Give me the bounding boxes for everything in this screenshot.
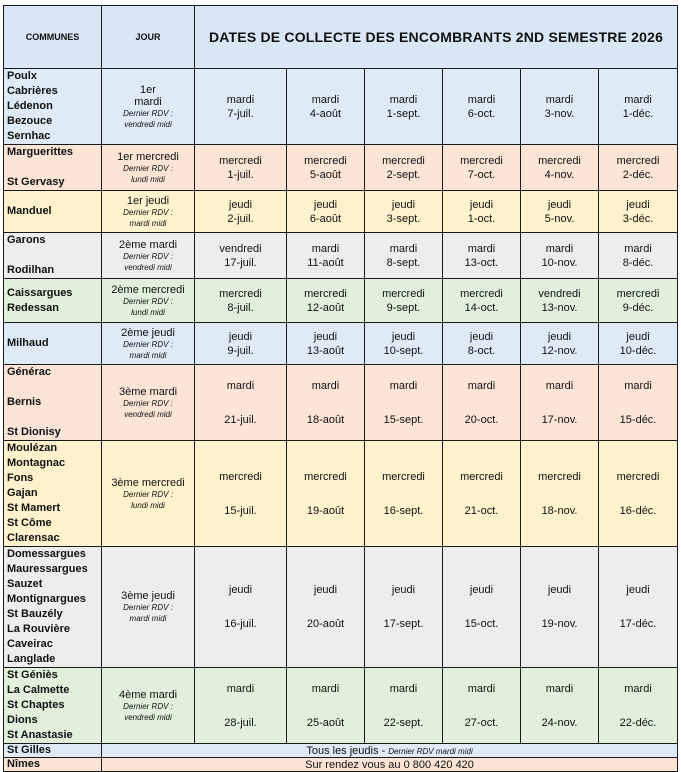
jour-label: 2ème mercredi xyxy=(111,283,185,296)
date-value: 2-juil. xyxy=(227,212,254,225)
date-cell xyxy=(521,279,599,323)
communes-cell xyxy=(4,191,102,233)
date-value: 15-oct. xyxy=(464,618,499,630)
weekday-label: mercredi xyxy=(616,470,660,483)
date-cell xyxy=(287,191,365,233)
date-value: 7-juil. xyxy=(227,107,254,120)
weekday-label: jeudi xyxy=(228,330,253,343)
commune-name: Sernhac xyxy=(7,130,51,142)
commune-name: Domessargues xyxy=(7,548,86,560)
last-rdv-note: mardi midi xyxy=(129,614,167,623)
weekday-label: mercredi xyxy=(460,154,503,167)
date-cell xyxy=(521,145,599,191)
date-cell xyxy=(365,233,443,279)
date-value: 17-nov. xyxy=(541,413,578,426)
commune-name: Poulx xyxy=(7,70,37,82)
weekday-label: mercredi xyxy=(219,154,262,167)
weekday-label: vendredi xyxy=(219,242,262,255)
date-cell xyxy=(365,145,443,191)
weekday-label: mardi xyxy=(467,93,496,106)
commune-name: St Côme xyxy=(7,517,52,529)
weekday-label: mercredi xyxy=(382,470,425,483)
commune-name: Cabrières xyxy=(7,85,58,97)
table-row xyxy=(4,668,678,744)
date-value: 5-août xyxy=(309,168,342,181)
weekday-label: mardi xyxy=(389,242,418,255)
special-text: Tous les jeudis - xyxy=(306,744,389,757)
date-cell xyxy=(287,365,365,441)
date-cell xyxy=(287,547,365,668)
date-value: 3-sept. xyxy=(386,212,421,225)
date-cell xyxy=(443,547,521,668)
last-rdv-note: vendredi midi xyxy=(124,262,172,272)
date-value: 10-nov. xyxy=(541,256,578,269)
weekday-label: mardi xyxy=(311,242,340,255)
table-title: DATES DE COLLECTE DES ENCOMBRANTS 2ND SEMESTRE 2026 xyxy=(195,6,678,69)
table-row xyxy=(4,191,678,233)
weekday-label: mardi xyxy=(624,379,652,392)
jour-cell xyxy=(102,191,195,233)
date-value: 21-juil. xyxy=(224,413,257,426)
last-rdv-note: Dernier RDV : xyxy=(123,251,173,261)
weekday-label: mardi xyxy=(545,93,574,106)
weekday-label: jeudi xyxy=(228,584,253,596)
last-rdv-note: Dernier RDV : xyxy=(123,701,173,711)
special-row xyxy=(4,744,678,758)
header-jour: JOUR xyxy=(102,6,195,69)
commune-name: Gajan xyxy=(7,487,38,499)
last-rdv-note: lundi midi xyxy=(131,174,165,184)
weekday-label: mardi xyxy=(226,682,255,695)
table-row xyxy=(4,365,678,441)
commune-name: St Gilles xyxy=(4,744,102,758)
last-rdv-note: lundi midi xyxy=(131,500,165,510)
commune-name: La Rouvière xyxy=(7,623,70,635)
header-communes: COMMUNES xyxy=(4,6,102,69)
date-cell xyxy=(287,441,365,547)
date-value: 24-nov. xyxy=(541,716,578,729)
commune-name xyxy=(7,248,101,263)
commune-name: Lédenon xyxy=(7,100,53,112)
date-value: 12-nov. xyxy=(541,344,578,357)
date-value: 4-août xyxy=(309,107,342,120)
date-value: 28-juil. xyxy=(224,716,257,729)
communes-cell xyxy=(4,323,102,365)
commune-name: Clarensac xyxy=(7,532,60,544)
date-value: 3-déc. xyxy=(622,212,654,225)
weekday-label: mercredi xyxy=(219,470,262,483)
schedule-body xyxy=(4,69,678,772)
date-value: 8-déc. xyxy=(622,256,654,269)
date-cell xyxy=(365,69,443,145)
date-cell xyxy=(195,441,287,547)
date-value: 9-juil. xyxy=(227,344,254,357)
commune-name: St Bauzély xyxy=(7,608,63,620)
date-value: 8-sept. xyxy=(386,256,421,269)
jour-label: 2ème mardi xyxy=(118,238,178,251)
communes-cell xyxy=(4,365,102,441)
communes-cell xyxy=(4,441,102,547)
date-value: 13-août xyxy=(306,344,345,357)
weekday-label: mardi xyxy=(624,93,652,106)
date-cell xyxy=(443,365,521,441)
commune-name: Redessan xyxy=(7,301,59,314)
commune-name: Caissargues xyxy=(7,286,73,299)
commune-name: Bernis xyxy=(7,396,42,408)
commune-name: Dions xyxy=(7,714,38,726)
weekday-label: vendredi xyxy=(538,287,581,300)
date-cell xyxy=(521,547,599,668)
date-cell xyxy=(443,191,521,233)
date-value: 1-juil. xyxy=(227,168,254,181)
communes-cell xyxy=(4,145,102,191)
commune-name: Sauzet xyxy=(7,578,43,590)
special-note: Dernier RDV mardi midi xyxy=(388,746,473,756)
table-row xyxy=(4,279,678,323)
date-cell xyxy=(443,69,521,145)
date-value: 17-sept. xyxy=(383,618,424,630)
weekday-label: mardi xyxy=(467,682,496,695)
date-value: 9-sept. xyxy=(386,301,421,314)
date-value: 6-août xyxy=(309,212,342,225)
collection-schedule-table xyxy=(3,5,678,772)
date-cell xyxy=(195,279,287,323)
commune-name: St Anastasie xyxy=(7,729,73,741)
date-cell xyxy=(195,191,287,233)
date-cell xyxy=(521,233,599,279)
jour-cell xyxy=(102,145,195,191)
communes-cell xyxy=(4,279,102,323)
last-rdv-note: Dernier RDV : xyxy=(123,207,173,217)
date-value: 11-août xyxy=(307,256,344,269)
commune-name: Bezouce xyxy=(7,115,53,127)
weekday-label: jeudi xyxy=(313,330,338,343)
weekday-label: jeudi xyxy=(391,330,416,343)
communes-cell xyxy=(4,668,102,744)
date-cell xyxy=(443,668,521,744)
commune-name: Montignargues xyxy=(7,593,86,605)
commune-name xyxy=(7,410,101,425)
last-rdv-note: vendredi midi xyxy=(124,409,172,419)
special-schedule xyxy=(102,758,678,772)
table-row xyxy=(4,233,678,279)
date-value: 9-déc. xyxy=(622,301,654,314)
date-cell xyxy=(443,441,521,547)
date-value: 13-oct. xyxy=(464,256,499,269)
date-value: 6-oct. xyxy=(467,107,496,120)
jour-label: 3ème mardi xyxy=(118,385,178,398)
date-cell xyxy=(599,145,678,191)
table-row xyxy=(4,145,678,191)
jour-label: 2ème jeudi xyxy=(121,326,175,339)
date-cell xyxy=(599,668,678,744)
weekday-label: mercredi xyxy=(304,287,347,300)
weekday-label: mercredi xyxy=(304,154,347,167)
commune-name xyxy=(7,160,101,175)
weekday-label: mardi xyxy=(311,93,340,106)
date-cell xyxy=(599,69,678,145)
commune-name: Garons xyxy=(7,234,46,246)
jour-cell xyxy=(102,233,195,279)
date-cell xyxy=(599,191,678,233)
date-cell xyxy=(195,547,287,668)
date-value: 8-oct. xyxy=(467,344,496,357)
date-value: 13-nov. xyxy=(541,301,578,314)
jour-label: 1er jeudi xyxy=(126,194,170,207)
commune-name: Langlade xyxy=(7,653,56,665)
last-rdv-note: Dernier RDV : xyxy=(123,339,173,349)
date-value: 14-oct. xyxy=(464,301,499,314)
weekday-label: mardi xyxy=(467,242,496,255)
commune-name: St Chaptes xyxy=(7,699,65,711)
date-cell xyxy=(599,279,678,323)
date-cell xyxy=(195,69,287,145)
commune-name: Mauressargues xyxy=(7,563,88,575)
date-cell xyxy=(287,668,365,744)
date-value: 4-nov. xyxy=(544,168,575,181)
date-cell xyxy=(443,323,521,365)
weekday-label: mardi xyxy=(624,242,652,255)
weekday-label: mercredi xyxy=(460,470,503,483)
weekday-label: mercredi xyxy=(219,287,262,300)
commune-name: La Calmette xyxy=(7,684,70,696)
date-cell xyxy=(365,323,443,365)
commune-name: Manduel xyxy=(7,205,52,217)
commune-name: St Mamert xyxy=(7,502,61,514)
weekday-label: jeudi xyxy=(313,584,338,596)
weekday-label: jeudi xyxy=(391,584,416,596)
commune-name: Montagnac xyxy=(7,457,66,469)
weekday-label: mercredi xyxy=(382,154,425,167)
commune-name: St Géniès xyxy=(7,669,58,681)
weekday-label: jeudi xyxy=(469,198,494,211)
date-cell xyxy=(521,365,599,441)
jour-cell xyxy=(102,323,195,365)
date-value: 3-nov. xyxy=(544,107,575,120)
date-cell xyxy=(195,668,287,744)
commune-name: Milhaud xyxy=(7,337,49,349)
date-value: 15-juil. xyxy=(224,504,257,517)
commune-name: Nîmes xyxy=(4,758,102,772)
last-rdv-note: vendredi midi xyxy=(124,712,172,722)
date-value: 16-juil. xyxy=(224,618,257,630)
weekday-label: jeudi xyxy=(313,198,338,211)
commune-name xyxy=(7,380,101,395)
last-rdv-note: mardi midi xyxy=(129,218,167,228)
header-row xyxy=(4,6,678,69)
date-value: 27-oct. xyxy=(464,716,499,729)
weekday-label: mardi xyxy=(624,682,652,695)
date-cell xyxy=(599,441,678,547)
jour-cell xyxy=(102,441,195,547)
date-cell xyxy=(521,323,599,365)
weekday-label: mardi xyxy=(226,379,255,392)
date-cell xyxy=(443,233,521,279)
jour-cell xyxy=(102,668,195,744)
weekday-label: mardi xyxy=(545,682,574,695)
date-cell xyxy=(365,191,443,233)
date-value: 17-juil. xyxy=(224,256,257,269)
date-value: 17-déc. xyxy=(619,618,657,630)
date-cell xyxy=(599,233,678,279)
communes-cell xyxy=(4,69,102,145)
date-cell xyxy=(521,191,599,233)
date-value: 10-déc. xyxy=(619,344,657,357)
date-cell xyxy=(443,279,521,323)
date-cell xyxy=(195,145,287,191)
weekday-label: mardi xyxy=(311,682,340,695)
jour-label: 1er xyxy=(140,83,156,96)
date-value: 10-sept. xyxy=(383,344,424,357)
weekday-label: jeudi xyxy=(391,198,416,211)
commune-name: St Dionisy xyxy=(7,426,61,438)
commune-name: Marguerittes xyxy=(7,146,74,158)
weekday-label: mercredi xyxy=(460,287,503,300)
weekday-label: jeudi xyxy=(547,584,572,596)
weekday-label: mardi xyxy=(389,93,418,106)
last-rdv-note: vendredi midi xyxy=(124,119,172,129)
weekday-label: jeudi xyxy=(626,198,650,211)
jour-cell xyxy=(102,365,195,441)
date-cell xyxy=(365,441,443,547)
date-value: 7-oct. xyxy=(467,168,496,181)
date-cell xyxy=(521,668,599,744)
date-value: 16-déc. xyxy=(619,504,657,517)
date-value: 1-sept. xyxy=(386,107,421,120)
date-value: 22-déc. xyxy=(619,716,657,729)
jour-label: 3ème jeudi xyxy=(121,590,175,602)
date-cell xyxy=(287,145,365,191)
date-cell xyxy=(599,323,678,365)
date-value: 12-août xyxy=(306,301,345,314)
date-cell xyxy=(287,279,365,323)
table-row xyxy=(4,323,678,365)
last-rdv-note: lundi midi xyxy=(131,307,165,317)
jour-label: 1er mercredi xyxy=(117,150,179,163)
weekday-label: jeudi xyxy=(228,198,253,211)
date-cell xyxy=(365,365,443,441)
date-value: 1-oct. xyxy=(467,212,496,225)
date-value: 15-sept. xyxy=(383,413,424,426)
weekday-label: jeudi xyxy=(547,330,572,343)
weekday-label: jeudi xyxy=(469,584,494,596)
weekday-label: mardi xyxy=(389,379,418,392)
date-value: 1-déc. xyxy=(622,107,654,120)
date-value: 16-sept. xyxy=(383,504,424,517)
weekday-label: mercredi xyxy=(616,287,660,300)
date-value: 20-août xyxy=(306,618,345,630)
last-rdv-note: mardi midi xyxy=(129,350,167,360)
date-cell xyxy=(521,441,599,547)
date-cell xyxy=(365,279,443,323)
weekday-label: mardi xyxy=(545,242,574,255)
weekday-label: jeudi xyxy=(626,330,650,343)
date-cell xyxy=(443,145,521,191)
date-value: 21-oct. xyxy=(464,504,499,517)
weekday-label: mercredi xyxy=(616,154,660,167)
commune-name: Moulézan xyxy=(7,442,58,454)
weekday-label: mercredi xyxy=(538,154,581,167)
weekday-label: jeudi xyxy=(547,198,572,211)
commune-name: Fons xyxy=(7,472,34,484)
weekday-label: mardi xyxy=(467,379,496,392)
special-text: Sur rendez vous au 0 800 420 420 xyxy=(305,758,474,771)
date-cell xyxy=(287,69,365,145)
weekday-label: mardi xyxy=(311,379,340,392)
date-value: 20-oct. xyxy=(464,413,499,426)
jour-label: mardi xyxy=(134,95,162,108)
date-cell xyxy=(195,323,287,365)
date-value: 22-sept. xyxy=(383,716,424,729)
date-cell xyxy=(599,547,678,668)
date-value: 19-nov. xyxy=(541,618,578,630)
last-rdv-note: Dernier RDV : xyxy=(123,489,173,499)
commune-name: Caveirac xyxy=(7,638,53,650)
jour-label: 3ème mercredi xyxy=(111,476,185,489)
date-value: 19-août xyxy=(306,504,345,517)
commune-name: St Gervasy xyxy=(7,176,65,188)
date-value: 18-nov. xyxy=(541,504,578,517)
weekday-label: mardi xyxy=(545,379,574,392)
last-rdv-note: Dernier RDV : xyxy=(123,296,173,306)
jour-cell xyxy=(102,547,195,668)
jour-cell xyxy=(102,69,195,145)
table-row xyxy=(4,547,678,668)
date-cell xyxy=(195,365,287,441)
date-value: 18-août xyxy=(306,413,345,426)
date-cell xyxy=(599,365,678,441)
special-row xyxy=(4,758,678,772)
date-cell xyxy=(365,668,443,744)
date-cell xyxy=(365,547,443,668)
date-value: 25-août xyxy=(306,716,345,729)
commune-name: Rodilhan xyxy=(7,264,55,276)
special-schedule xyxy=(102,744,678,758)
date-cell xyxy=(195,233,287,279)
weekday-label: mercredi xyxy=(382,287,425,300)
date-cell xyxy=(521,69,599,145)
weekday-label: mardi xyxy=(226,93,255,106)
date-value: 2-déc. xyxy=(622,168,654,181)
weekday-label: jeudi xyxy=(469,330,494,343)
date-cell xyxy=(287,323,365,365)
jour-label: 4ème mardi xyxy=(118,688,178,701)
date-value: 15-déc. xyxy=(619,413,657,426)
communes-cell xyxy=(4,233,102,279)
last-rdv-note: Dernier RDV : xyxy=(123,398,173,408)
weekday-label: mardi xyxy=(389,682,418,695)
last-rdv-note: Dernier RDV : xyxy=(123,108,173,118)
weekday-label: mercredi xyxy=(304,470,347,483)
date-value: 2-sept. xyxy=(386,168,421,181)
weekday-label: jeudi xyxy=(626,584,650,596)
jour-cell xyxy=(102,279,195,323)
table-row xyxy=(4,441,678,547)
date-value: 5-nov. xyxy=(544,212,575,225)
date-cell xyxy=(287,233,365,279)
last-rdv-note: Dernier RDV : xyxy=(123,163,173,173)
last-rdv-note: Dernier RDV : xyxy=(123,603,173,612)
table-row xyxy=(4,69,678,145)
weekday-label: mercredi xyxy=(538,470,581,483)
date-value: 8-juil. xyxy=(227,301,254,314)
commune-name: Générac xyxy=(7,366,52,378)
communes-cell xyxy=(4,547,102,668)
